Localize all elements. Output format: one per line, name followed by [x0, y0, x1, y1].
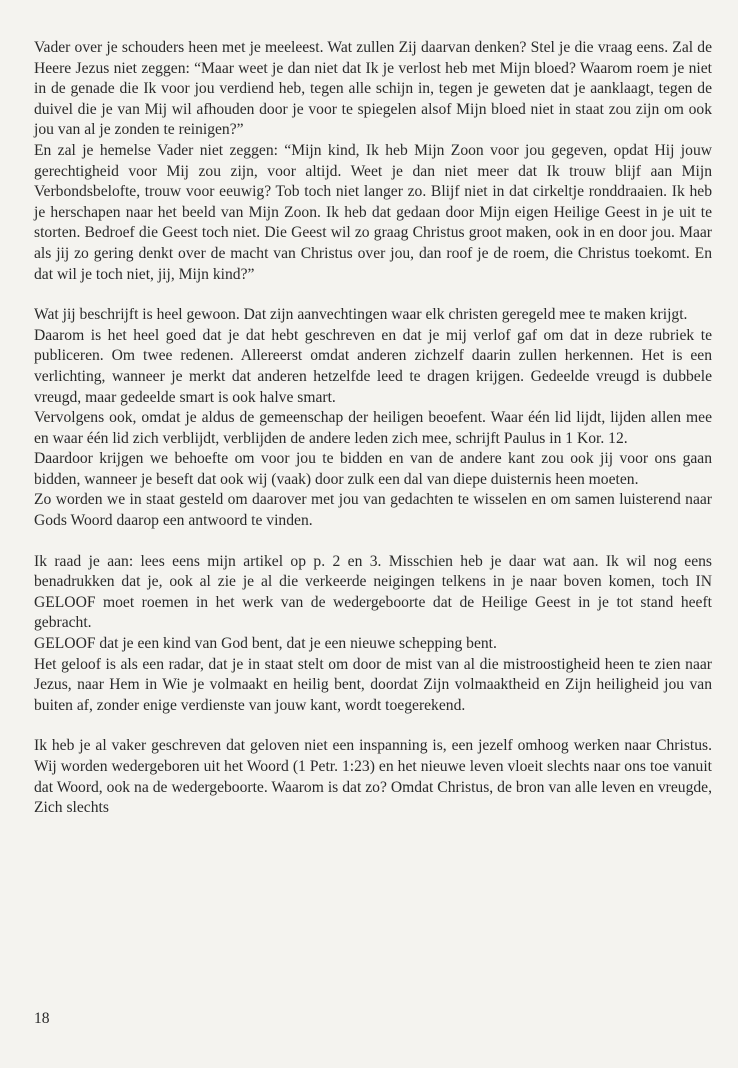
paragraph-11: Ik heb je al vaker geschreven dat geloven niet een inspanning is, een jezelf omhoog werken naar Christus. Wij worden wedergeboren uit het Woord (1 Petr. 1:23) en het nieuwe leven vloeit slechts naar ons toe vanuit dat Woord, ook na de wedergeboorte. Waarom is dat zo? Omdat Christus, de bron van alle leven en vreugde, Zich slechts: [34, 737, 712, 817]
paragraph-6: Daardoor krijgen we behoefte om voor jou te bidden en van de andere kant zou ook jij voor ons gaan bidden, wanneer je beseft dat ook wij (vaak) door zulk een dal van diepe duisternis heen moeten.: [34, 450, 712, 488]
paragraph-10: Het geloof is als een radar, dat je in staat stelt om door de mist van al die mistroostigheid heen te zien naar Jezus, naar Hem in Wie je volmaakt en heilig bent, doordat Zijn volmaaktheid en Zijn heiligheid jou van buiten af, zonder enige verdienste van jouw kant, wordt toegerekend.: [34, 655, 712, 714]
paragraph-5: Vervolgens ook, omdat je aldus de gemeenschap der heiligen beoefent. Waar één lid lijdt, lijden allen mee en waar één lid zich verblijdt, verblijden de andere leden zich mee, schrijft Paulus in 1 Kor. 12.: [34, 409, 712, 447]
paragraph-1: Vader over je schouders heen met je meeleest. Wat zullen Zij daarvan denken? Stel je die vraag eens. Zal de Heere Jezus niet zeggen: “Maar weet je dan niet dat Ik je verlost heb met Mijn bloed? Waarom roem je niet in de genade die Ik voor jou verdiend heb, tegen alle schijn in, tegen je geweten dat je aanklaagt, tegen de duivel die je van Mij wil afhouden door je voor te spiegelen alsof Mijn bloed niet in staat zou zijn om ook jou van al je zonden te reinigen?”: [34, 39, 712, 139]
paragraph-2: En zal je hemelse Vader niet zeggen: “Mijn kind, Ik heb Mijn Zoon voor jou gegeven, opdat Hij jouw gerechtigheid voor Mij zou zijn, voor altijd. Weet je dan niet meer dat Ik trouw blijf aan Mijn Verbondsbelofte, trouw voor eeuwig? Tob toch niet langer zo. Blijf niet in dat cirkeltje ronddraaien. Ik heb je herschapen naar het beeld van Mijn Zoon. Ik heb dat gedaan door Mijn eigen Heilige Geest in je uit te storten. Bedroef die Geest toch niet. Die Geest wil zo graag Christus groot maken, ook in en door jou. Maar als jij zo gering denkt over de macht van Christus over jou, dan roof je de roem, die Christus toekomt. En dat wil je toch niet, jij, Mijn kind?”: [34, 141, 712, 283]
page-number: 18: [34, 1010, 50, 1027]
page-body: [34, 38, 712, 819]
paragraph-7: Zo worden we in staat gesteld om daarover met jou van gedachten te wisselen en om samen luisterend naar Gods Woord daarop een antwoord te vinden.: [34, 491, 712, 530]
paragraph-9: GELOOF dat je een kind van God bent, dat je een nieuwe schepping bent.: [34, 635, 497, 653]
paragraph-3: Wat jij beschrijft is heel gewoon. Dat zijn aanvechtingen waar elk christen geregeld mee te maken krijgt.: [34, 306, 688, 324]
paragraph-4: Daarom is het heel goed dat je dat hebt geschreven en dat je mij verlof gaf om dat in deze rubriek te publiceren. Om twee redenen. Allereerst omdat anderen zichzelf daarin zullen herkennen. Het is een verlichting, wanneer je merkt dat anderen hetzelfde leed te dragen krijgen. Gedeelde vreugd is dubbele vreugd, maar gedeelde smart is ook halve smart.: [34, 326, 712, 406]
paragraph-8: Ik raad je aan: lees eens mijn artikel op p. 2 en 3. Misschien heb je daar wat aan. Ik wil nog eens benadrukken dat je, ook al zie je al die verkeerde neigingen telkens in je naar boven komen, toch IN GELOOF moet roemen in het werk van de wedergeboorte dat de Heilige Geest in je tot stand heeft gebracht.: [34, 552, 712, 632]
